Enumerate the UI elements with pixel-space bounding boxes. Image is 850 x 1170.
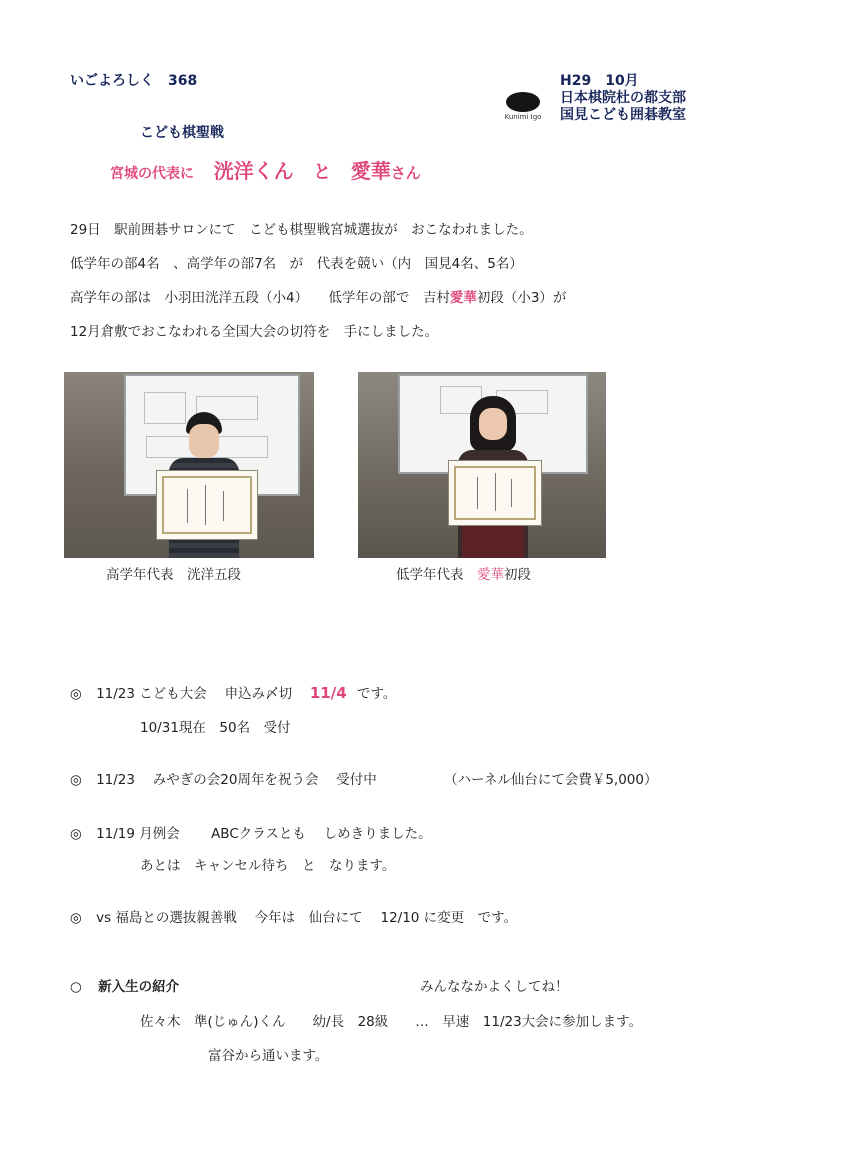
photo-lower-grade xyxy=(358,372,606,558)
headline-name2: 愛華 xyxy=(350,159,391,183)
certificate xyxy=(156,470,258,540)
notice-text: vs 福島との選抜親善戦 今年は 仙台にて 12/10 に変更 です。 xyxy=(96,910,518,926)
org-name-line1: 日本棋院杜の都支部 xyxy=(560,90,686,106)
student-skirt xyxy=(462,522,524,558)
org-name-line2: 国見こども囲碁教室 xyxy=(560,107,686,123)
intro-line3 xyxy=(70,286,566,306)
logo-ellipse-icon xyxy=(506,92,540,112)
notice-text: 11/23 こども大会 申込み〆切 xyxy=(96,686,306,702)
double-circle-icon: ◎ xyxy=(70,686,82,702)
newsletter-series: いごよろしく 368 xyxy=(70,73,198,89)
notice-monthly-meeting xyxy=(70,822,432,842)
notice-monthly-meeting-sub: あとは キャンセル待ち と なります。 xyxy=(140,858,396,874)
notice-text: 11/23 みやぎの会20周年を祝う会 受付中 xyxy=(96,772,377,788)
student-face xyxy=(189,424,219,458)
notice-text-suffix: です。 xyxy=(356,686,397,702)
notice-text: 11/19 月例会 ABCクラスとも しめきりました。 xyxy=(96,826,432,842)
headline-name1: 洸洋くん xyxy=(213,159,294,183)
caption-upper-grade: 高学年代表 洸洋五段 xyxy=(106,567,241,583)
certificate xyxy=(448,460,542,526)
double-circle-icon: ◎ xyxy=(70,826,82,842)
notice-kids-tournament xyxy=(70,682,396,702)
headline-subtitle: こども棋聖戦 xyxy=(140,125,224,141)
newcomer-heading xyxy=(70,975,179,995)
notice-anniversary xyxy=(70,768,377,788)
newcomer-detail: 佐々木 準(じゅん)くん 幼/長 28級 … 早速 11/23大会に参加します。 xyxy=(140,1014,643,1030)
logo-text: Kunimi Igo xyxy=(504,113,542,121)
intro-line1: 29日 駅前囲碁サロンにて こども棋聖戦宮城選抜が おこなわれました。 xyxy=(70,222,533,238)
intro-line2: 低学年の部4名 、高学年の部7名 が 代表を競い（内 国見4名、5名） xyxy=(70,256,523,272)
intro-line3-a: 高学年の部は 小羽田洸洋五段（小4） 低学年の部で 吉村 xyxy=(70,290,450,306)
caption-lower-grade xyxy=(396,563,531,583)
double-circle-icon: ◎ xyxy=(70,772,82,788)
student-face xyxy=(479,408,507,440)
headline-prefix: 宮城の代表に xyxy=(110,166,194,182)
caption-lower-grade-a: 低学年代表 xyxy=(396,567,477,583)
intro-line3-c: 初段（小3）が xyxy=(476,290,567,306)
double-circle-icon: ◎ xyxy=(70,910,82,926)
headline-and: と xyxy=(313,162,332,183)
caption-lower-grade-highlight: 愛華 xyxy=(477,567,504,583)
photo-upper-grade xyxy=(64,372,314,558)
intro-line4: 12月倉敷でおこなわれる全国大会の切符を 手にしました。 xyxy=(70,324,439,340)
newcomer-detail2: 富谷から通います。 xyxy=(208,1048,329,1064)
newsletter-date: H29 10月 xyxy=(560,73,639,89)
notice-fukushima xyxy=(70,906,517,926)
notice-kids-tournament-sub: 10/31現在 50名 受付 xyxy=(140,720,291,736)
deadline-highlight: 11/4 xyxy=(309,684,347,702)
intro-line3-highlight: 愛華 xyxy=(449,290,477,306)
newcomer-greeting: みんななかよくしてね！ xyxy=(420,979,569,995)
headline xyxy=(110,155,421,184)
notice-anniversary-note: （ハーネル仙台にて会費￥5,000） xyxy=(444,772,658,788)
caption-lower-grade-c: 初段 xyxy=(504,567,531,583)
newcomer-title: 新入生の紹介 xyxy=(98,979,180,995)
circle-icon: ○ xyxy=(70,979,82,995)
headline-suffix: さん xyxy=(390,164,421,182)
logo xyxy=(500,88,546,126)
